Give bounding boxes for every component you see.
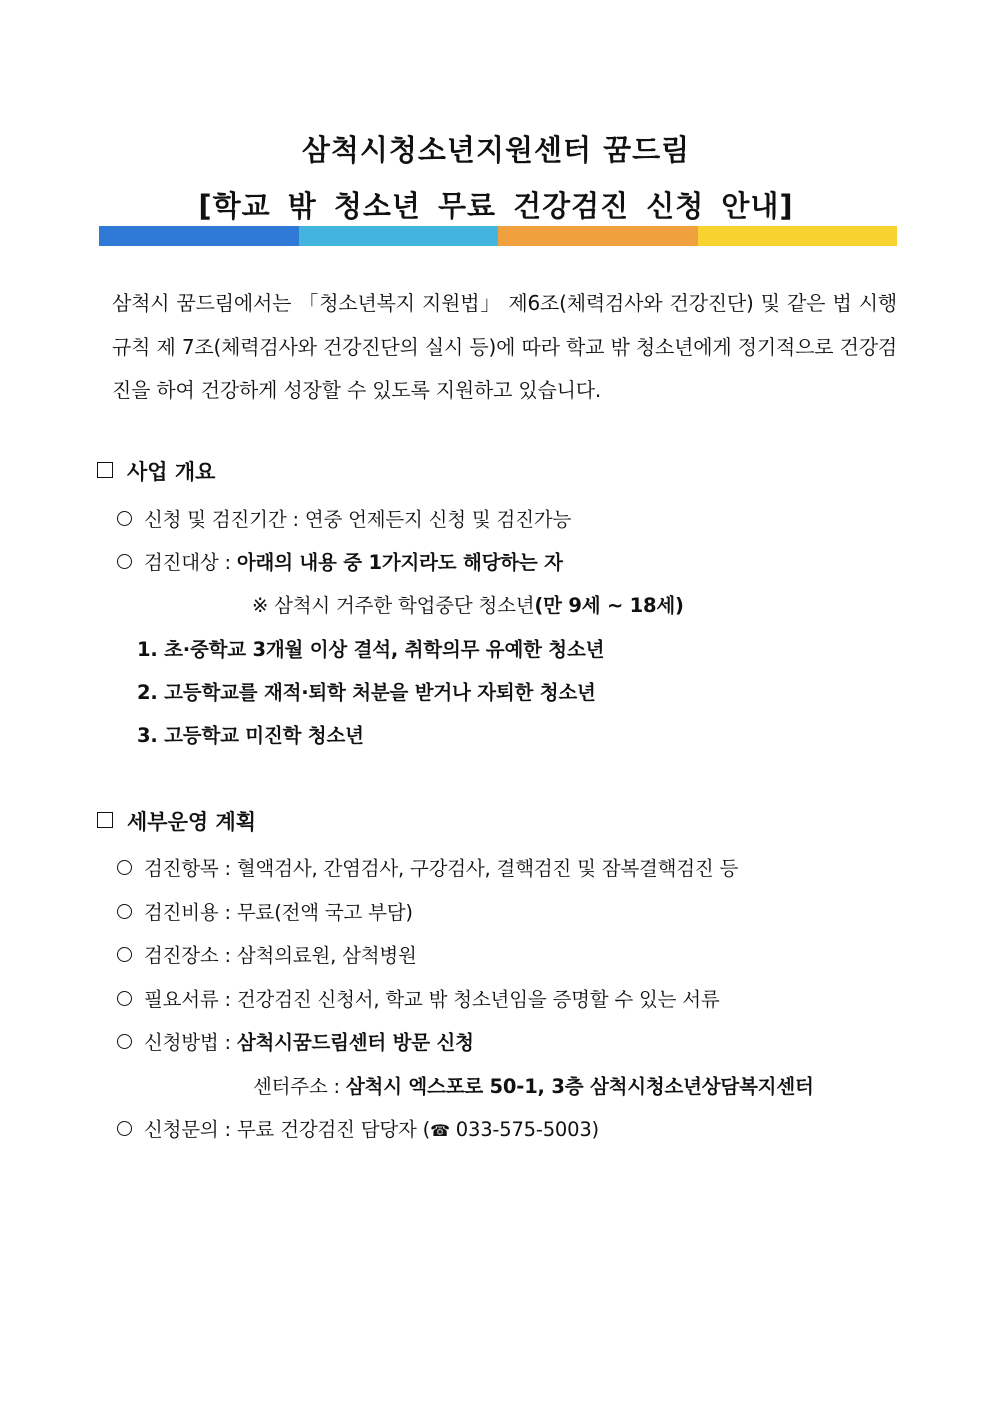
bullet-circle-icon <box>117 860 132 875</box>
row-period: 신청 및 검진기간 : 연중 언제든지 신청 및 검진가능 <box>117 504 571 532</box>
bullet-circle-icon <box>117 904 132 919</box>
section-heading-overview: 사업 개요 <box>97 456 215 486</box>
target-item-1: 1. 초·중학교 3개월 이상 결석, 취학의무 유예한 청소년 <box>137 638 605 661</box>
section-heading-plan: 세부운영 계획 <box>97 806 256 836</box>
page-title: 삼척시청소년지원센터 꿈드림 <box>301 133 691 167</box>
color-segment-yellow <box>698 226 898 246</box>
row-contact: 신청문의 : 무료 건강검진 담당자 (☎ 033-575-5003) <box>117 1114 599 1142</box>
row-place: 검진장소 : 삼척의료원, 삼척병원 <box>117 940 417 968</box>
bullet-circle-icon <box>117 1034 132 1049</box>
color-segment-lightblue <box>299 226 499 246</box>
page-subtitle: [학교 밖 청소년 무료 건강검진 신청 안내] <box>198 189 794 223</box>
row-cost: 검진비용 : 무료(전액 국고 부담) <box>117 897 413 925</box>
bullet-circle-icon <box>117 1121 132 1136</box>
target-note: ※ 삼척시 거주한 학업중단 청소년(만 9세 ~ 18세) <box>252 594 684 617</box>
target-item-2: 2. 고등학교를 재적·퇴학 처분을 받거나 자퇴한 청소년 <box>137 681 596 704</box>
color-segment-blue <box>99 226 299 246</box>
bullet-circle-icon <box>117 511 132 526</box>
color-segment-orange <box>498 226 698 246</box>
phone-icon: ☎ <box>430 1121 450 1140</box>
row-address: 센터주소 : 삼척시 엑스포로 50-1, 3층 삼척시청소년상담복지센터 <box>253 1075 814 1098</box>
checkbox-square-icon <box>97 812 113 828</box>
intro-paragraph: 삼척시 꿈드림에서는 「청소년복지 지원법」 제6조(체력검사와 건강진단) 및 같은 법 시행규칙 제 7조(체력검사와 건강진단의 실시 등)에 따라 학교 밖 청소년에게 정기적으로 건강검진을 하여 건강하게 성장할 수 있도록 지원하고 있습니다. <box>112 291 897 402</box>
bullet-circle-icon <box>117 947 132 962</box>
checkbox-square-icon <box>97 462 113 478</box>
color-divider <box>99 226 897 246</box>
bullet-circle-icon <box>117 991 132 1006</box>
row-documents: 필요서류 : 건강검진 신청서, 학교 밖 청소년임을 증명할 수 있는 서류 <box>117 984 720 1012</box>
row-method: 신청방법 : 삼척시꿈드림센터 방문 신청 <box>117 1027 474 1055</box>
target-item-3: 3. 고등학교 미진학 청소년 <box>137 724 364 747</box>
bullet-circle-icon <box>117 554 132 569</box>
row-exam-items: 검진항목 : 혈액검사, 간염검사, 구강검사, 결핵검진 및 잠복결핵검진 등 <box>117 853 738 881</box>
row-target: 검진대상 : 아래의 내용 중 1가지라도 해당하는 자 <box>117 547 563 575</box>
